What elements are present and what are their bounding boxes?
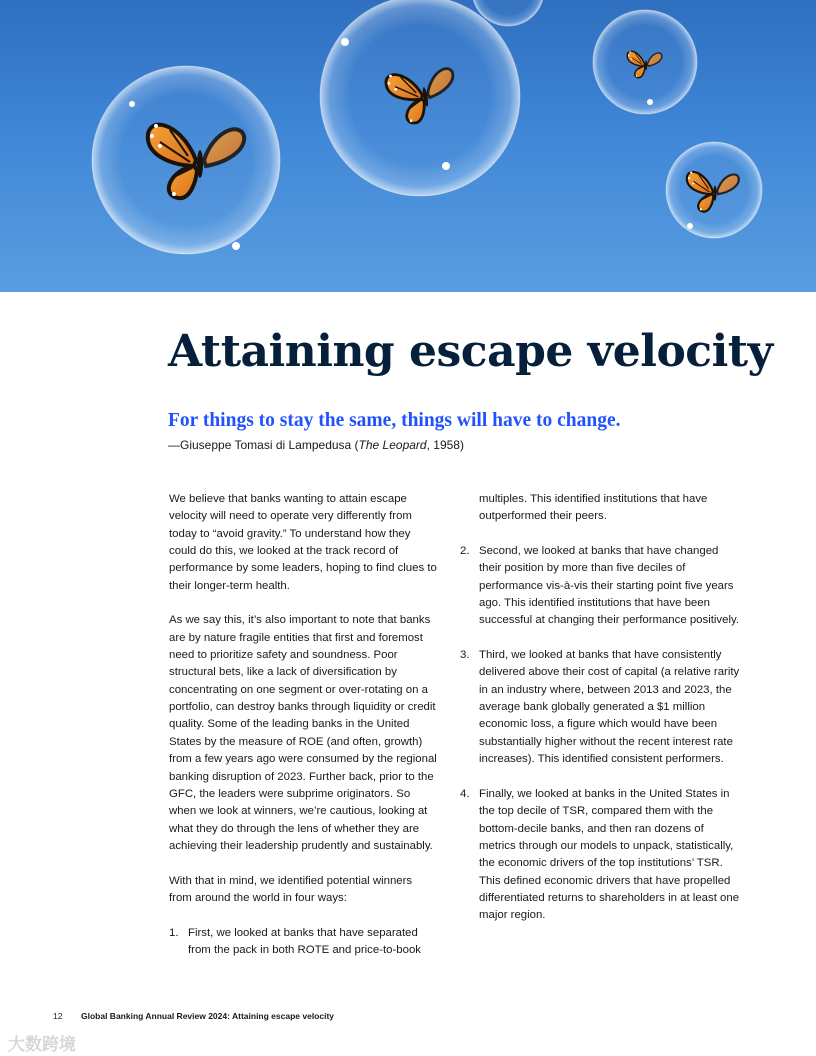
- list-item-number: 1.: [169, 926, 179, 939]
- body-column-left: [169, 491, 437, 977]
- body-paragraph: As we say this, it’s also important to note that banks are by nature fragile entities that first and foremost need to prioritize safety and soundness. Poor structural bets, like a lack of diversification by concentrating on one segment or over-rotating on a portfolio, can destroy banks through liquidity or credit quality. Some of the leading banks in the United States by the measure of ROE (and often, growth) from a few years ago were consumed by the regional banking disruption of 2023. Further back, prior to the GFC, the leaders were subprime originators. So when we look at winners, we’re cautious, looking at what they do through the lens of whether they are achieving their leadership prudently and sustainably.: [169, 614, 437, 852]
- page-footer: [53, 1011, 334, 1021]
- body-column-right: [460, 491, 740, 942]
- epigraph-quote: For things to stay the same, things will have to change.: [168, 410, 621, 431]
- footer-title: Global Banking Annual Review 2024: Attaining escape velocity: [81, 1011, 335, 1021]
- list-item-number: 3.: [460, 649, 470, 662]
- epigraph-attribution: [168, 438, 464, 452]
- page-number: 12: [53, 1011, 63, 1021]
- list-item-number: 4.: [460, 787, 470, 800]
- attribution-work-title: The Leopard: [358, 438, 427, 452]
- list-item-text: Finally, we looked at banks in the United States in the top decile of TSR, compared them with the bottom-decile banks, and then ran dozens of metrics through our models to unpack, statistically, the economic drivers of the top institutions’ TSR. This defined economic drivers that have propelled differentiated returns to shareholders in at least one major region.: [479, 787, 740, 922]
- list-item: [169, 925, 437, 960]
- list-item: [460, 786, 740, 925]
- watermark-logo: 大数跨境: [8, 1035, 76, 1054]
- list-item-text: First, we looked at banks that have separated from the pack in both ROTE and price-to-book: [188, 926, 421, 956]
- attribution-prefix: —Giuseppe Tomasi di Lampedusa (: [168, 438, 359, 452]
- hero-image: [0, 0, 816, 292]
- list-item-continuation: multiples. This identified institutions that have outperformed their peers.: [479, 493, 708, 523]
- list-item-text: Third, we looked at banks that have consistently delivered above their cost of capital (a relative rarity in an industry where, between 2013 and 2023, the average bank globally generated a $1 million economic loss, a figure which would have been substantially higher without the recent interest rate increases). This identified consistent performers.: [479, 649, 740, 766]
- body-paragraph: We believe that banks wanting to attain escape velocity will need to operate very differently from today to “avoid gravity.” To understand how they could do this, we looked at the track record of performance by some leaders, hoping to find clues to their longer-term health.: [169, 493, 437, 592]
- list-item-text: Second, we looked at banks that have changed their position by more than five deciles of performance vis-à-vis their starting point five years ago. This identified institutions that have been successful at changing their performance positively.: [479, 545, 740, 627]
- body-paragraph: With that in mind, we identified potential winners from around the world in four ways:: [169, 874, 413, 904]
- butterflies-in-bubbles-illustration: [0, 0, 816, 292]
- page-title: Attaining escape velocity: [168, 326, 773, 377]
- list-item: [460, 647, 740, 768]
- attribution-suffix: , 1958): [426, 438, 464, 452]
- list-item-number: 2.: [460, 545, 470, 558]
- list-item: [460, 543, 740, 630]
